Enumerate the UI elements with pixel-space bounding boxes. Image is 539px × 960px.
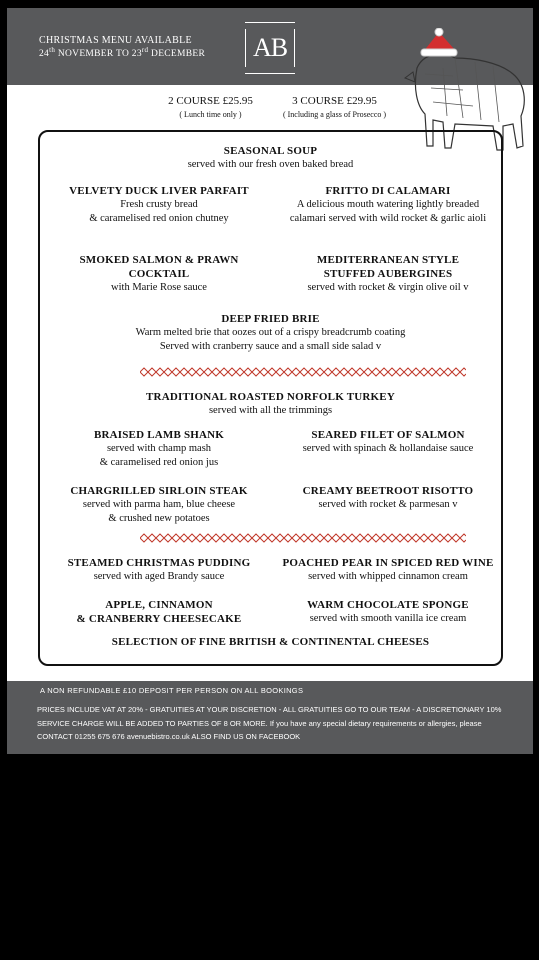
item-deep-fried-brie: DEEP FRIED BRIE Warm melted brie that oozes out of a crispy breadcrumb coating Served with cranberry sauce and a small side salad v: [135, 313, 406, 352]
contact-line: CONTACT 01255 675 676 avenuebistro.co.uk ALSO FIND US ON FACEBOOK: [37, 732, 301, 741]
item-norfolk-turkey: TRADITIONAL ROASTED NORFOLK TURKEY served with all the trimmings: [146, 391, 395, 416]
item-aubergines: MEDITERRANEAN STYLE STUFFED AUBERGINES served with rocket & virgin olive oil v: [307, 254, 469, 293]
menu-sheet: [7, 8, 533, 754]
item-salmon-prawn: SMOKED SALMON & PRAWN COCKTAIL with Marie Rose sauce: [79, 254, 239, 293]
item-duck-parfait: VELVETY DUCK LIVER PARFAIT Fresh crusty bread & caramelised red onion chutney: [69, 185, 249, 224]
terms-line: PRICES INCLUDE VAT AT 20% - GRATUITIES AT YOUR DISCRETION - ALL GRATUITIES GO TO OUR TEAM - A DISCRETIONARY 10%: [37, 705, 502, 714]
section-divider: [140, 367, 466, 377]
item-cheese-selection: SELECTION OF FINE BRITISH & CONTINENTAL CHEESES: [111, 636, 430, 648]
section-divider: [140, 533, 466, 543]
item-sirloin-steak: CHARGRILLED SIRLOIN STEAK served with parma ham, blue cheese & crushed new potatoes: [70, 485, 248, 524]
three-course-price: [277, 95, 392, 119]
item-chocolate-sponge: WARM CHOCOLATE SPONGE served with smooth vanilla ice cream: [307, 599, 469, 624]
item-christmas-pudding: STEAMED CHRISTMAS PUDDING served with aged Brandy sauce: [67, 557, 251, 582]
item-seared-salmon: SEARED FILET OF SALMON served with spinach & hollandaise sauce: [302, 429, 474, 454]
three-course-note: ( Including a glass of Prosecco ): [282, 110, 387, 119]
menu-availability-title: CHRISTMAS MENU AVAILABLE: [39, 35, 192, 46]
two-course-label: 2 COURSE £25.95: [168, 95, 253, 107]
item-calamari: FRITTO DI CALAMARI A delicious mouth watering lightly breaded calamari served with wild rocket & garlic aioli: [289, 185, 487, 224]
footer-bar: [7, 681, 533, 754]
two-course-price: [158, 95, 263, 119]
terms-line: SERVICE CHARGE WILL BE ADDED TO PARTIES OF 8 OR MORE. If you have any special dietary requirements or allergies, please: [37, 718, 482, 728]
item-lamb-shank: BRAISED LAMB SHANK served with champ mash & caramelised red onion jus: [93, 429, 225, 468]
item-cheesecake: APPLE, CINNAMON & CRANBERRY CHEESECAKE: [76, 599, 242, 625]
item-beetroot-risotto: CREAMY BEETROOT RISOTTO served with rocket & parmesan v: [302, 485, 474, 510]
terms-text: [37, 703, 507, 744]
ab-logo: AB: [245, 22, 295, 74]
menu-box: [38, 130, 503, 666]
deposit-note: A NON REFUNDABLE £10 DEPOSIT PER PERSON ON ALL BOOKINGS: [40, 686, 304, 695]
menu-dates: 24th NOVEMBER TO 23rd DECEMBER: [39, 46, 206, 60]
two-course-note: ( Lunch time only ): [179, 110, 242, 119]
three-course-label: 3 COURSE £29.95: [292, 95, 377, 107]
item-seasonal-soup: SEASONAL SOUP served with our fresh oven baked bread: [187, 145, 354, 170]
item-poached-pear: POACHED PEAR IN SPICED RED WINE served with whipped cinnamon cream: [282, 557, 494, 582]
